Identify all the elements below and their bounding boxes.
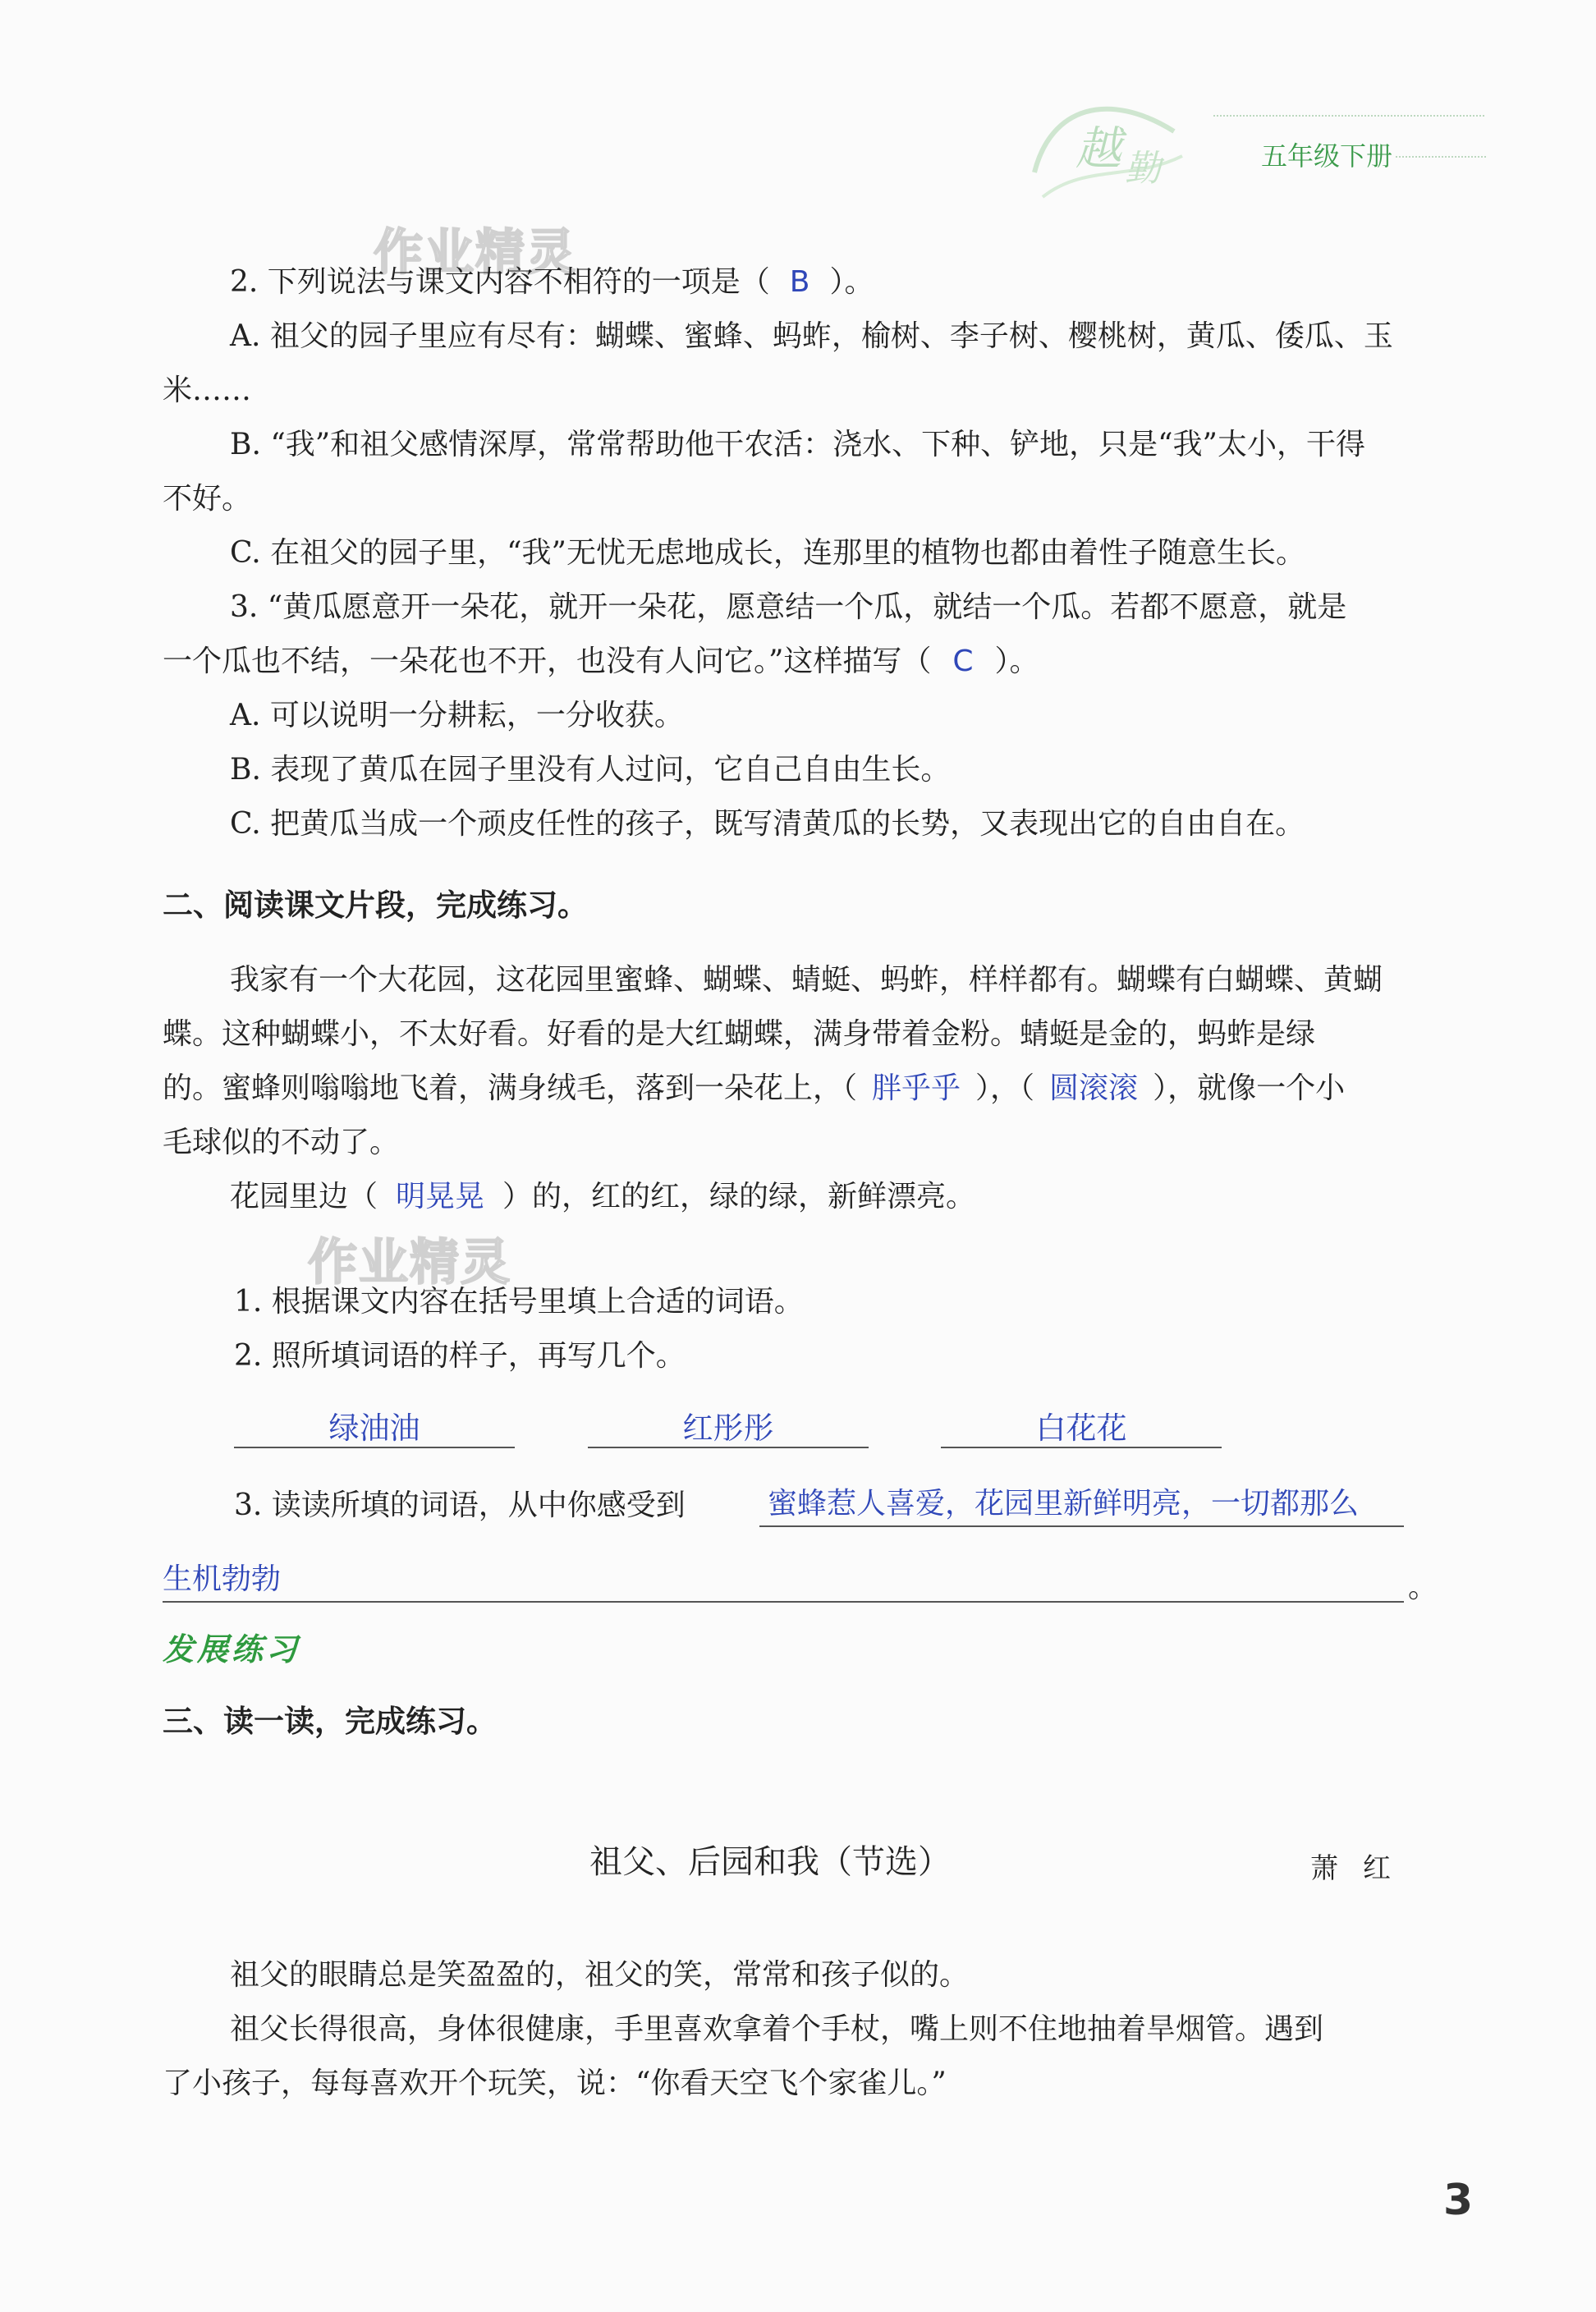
question-stem: ）。 — [829, 265, 874, 299]
passage-text: 花园里边（ — [230, 1180, 378, 1213]
option-c: C. 把黄瓜当成一个顽皮任性的孩子，既写清黄瓜的长势，又表现出它的自由自在。 — [230, 807, 1305, 841]
answer-fill: 明晃晃 — [396, 1180, 485, 1213]
answer-fill: 圆滚滚 — [1049, 1071, 1139, 1105]
passage-line — [230, 1179, 975, 1215]
page-number: 3 — [1443, 2176, 1474, 2225]
article-title: 祖父、后园和我（节选） — [589, 1843, 951, 1881]
answer-underline — [163, 1601, 1404, 1603]
answer-text: 生机勃勃 — [163, 1562, 282, 1596]
watermark: 作业精灵 — [374, 224, 577, 282]
passage-line: 毛球似的不动了。 — [163, 1126, 400, 1159]
passage-line: 我家有一个大花园，这花园里蜜蜂、蝴蝶、蜻蜓、蚂蚱，样样都有。蝴蝶有白蝴蝶、黄蝴 — [230, 963, 1383, 997]
passage-line: 了小孩子，每每喜欢开个玩笑，说：“你看天空飞个家雀儿。” — [163, 2067, 947, 2100]
question-3-cont — [163, 644, 1039, 680]
passage-line: 祖父的眼睛总是笑盈盈的，祖父的笑，常常和孩子似的。 — [230, 1958, 970, 1992]
article-author: 萧红 — [1310, 1852, 1415, 1885]
question-stem: ）。 — [994, 645, 1039, 678]
answer-b: B — [789, 265, 810, 299]
option-b: B. “我”和祖父感情深厚，常常帮助他干农活：浇水、下种、铲地，只是“我”太小，干得 — [230, 428, 1365, 461]
question-stem: 一个瓜也不结，一朵花也不开，也没有人问它。”这样描写（ — [163, 645, 932, 678]
question-3: 3. “黄瓜愿意开一朵花，就开一朵花，愿意结一个瓜，就结一个瓜。若都不愿意，就是 — [230, 590, 1347, 624]
svg-text:勤: 勤 — [1125, 148, 1161, 190]
question-stem: 2. 下列说法与课文内容不相符的一项是（ — [230, 265, 770, 299]
option-b: B. 表现了黄瓜在园子里没有人过问，它自己自由生长。 — [230, 753, 951, 787]
passage-line: 祖父长得很高，身体很健康，手里喜欢拿着个手杖，嘴上则不住地抽着旱烟管。遇到 — [230, 2012, 1324, 2046]
answer-blank[interactable]: 白花花 — [941, 1411, 1222, 1448]
practice-title: 发展练习 — [163, 1631, 301, 1667]
option-a: A. 祖父的园子里应有尽有：蝴蝶、蜜蜂、蚂蚱，榆树、李子树、樱桃树，黄瓜、倭瓜、玉 — [230, 319, 1393, 353]
answer-blank[interactable]: 红彤彤 — [588, 1411, 869, 1448]
answer-underline — [759, 1525, 1404, 1527]
section-3-title: 三、读一读，完成练习。 — [163, 1704, 497, 1739]
watermark: 作业精灵 — [308, 1234, 511, 1291]
period: 。 — [1408, 1571, 1438, 1604]
svg-text:越: 越 — [1075, 122, 1121, 176]
option-b-cont: 不好。 — [163, 482, 252, 516]
grade-label: 五年级下册 — [1261, 140, 1393, 172]
option-a: A. 可以说明一分耕耘，一分收获。 — [230, 699, 684, 732]
header-divider — [1213, 115, 1484, 117]
answer-blank[interactable]: 绿油油 — [234, 1411, 515, 1448]
brand-logo-icon — [985, 74, 1199, 213]
sub-question-2: 2. 照所填词语的样子，再写几个。 — [234, 1339, 686, 1373]
sub-question-1: 1. 根据课文内容在括号里填上合适的词语。 — [234, 1285, 804, 1319]
answer-fill: 胖乎乎 — [872, 1071, 961, 1105]
option-c: C. 在祖父的园子里，“我”无忧无虑地成长，连那里的植物也都由着性子随意生长。 — [230, 536, 1305, 570]
section-2-title: 二、阅读课文片段，完成练习。 — [163, 888, 588, 923]
passage-text: ）的，红的红，绿的绿，新鲜漂亮。 — [502, 1180, 976, 1213]
option-a-cont: 米…… — [163, 374, 252, 407]
passage-text: ），就像一个小 — [1153, 1071, 1346, 1105]
passage-text: ），（ — [975, 1071, 1035, 1105]
passage-line — [163, 1071, 1345, 1107]
question-2 — [230, 264, 874, 300]
header-divider — [1396, 156, 1486, 158]
answer-text: 蜜蜂惹人喜爱，花园里新鲜明亮，一切都那么 — [768, 1487, 1360, 1521]
sub-question-3: 3. 读读所填的词语，从中你感受到 — [234, 1489, 686, 1522]
answer-c: C — [952, 645, 974, 678]
passage-line: 蝶。这种蝴蝶小，不太好看。好看的是大红蝴蝶，满身带着金粉。蜻蜓是金的，蚂蚱是绿 — [163, 1017, 1316, 1051]
passage-text: 的。蜜蜂则嗡嗡地飞着，满身绒毛，落到一朵花上，（ — [163, 1071, 858, 1105]
